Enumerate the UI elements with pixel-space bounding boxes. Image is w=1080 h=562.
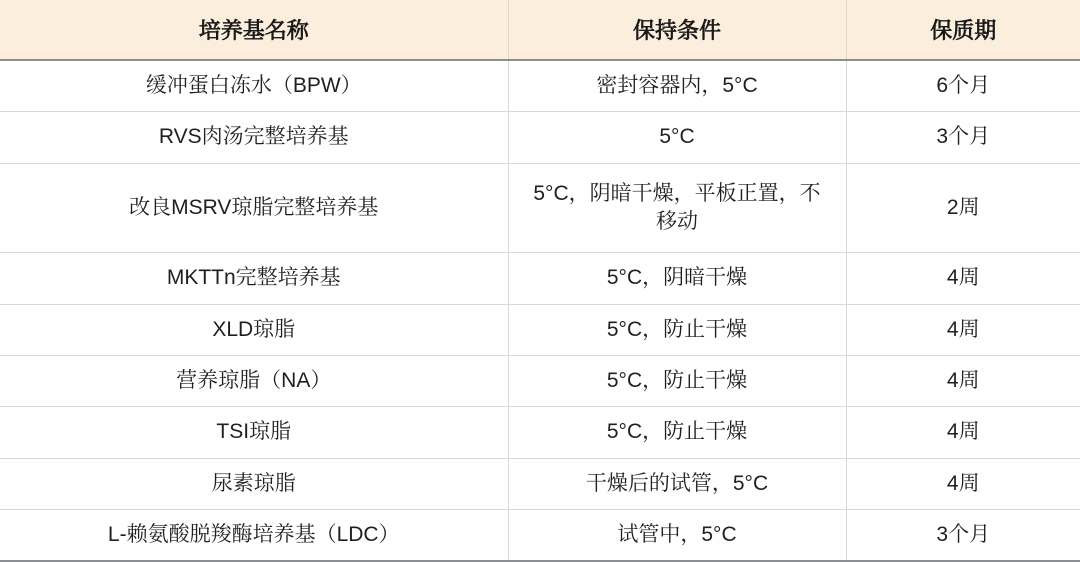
cell-storage-condition: 干燥后的试管，5°C <box>508 458 846 509</box>
table-header <box>0 0 1080 60</box>
cell-shelf-life: 4周 <box>846 458 1080 509</box>
cell-storage-condition: 5°C，阴暗干燥，平板正置，不移动 <box>508 163 846 253</box>
table-row <box>0 163 1080 253</box>
cell-shelf-life: 4周 <box>846 356 1080 407</box>
column-header-storage-condition: 保持条件 <box>508 0 846 60</box>
table-body <box>0 60 1080 561</box>
cell-shelf-life: 3个月 <box>846 112 1080 163</box>
table-row <box>0 304 1080 355</box>
cell-media-name: RVS肉汤完整培养基 <box>0 112 508 163</box>
table-row <box>0 112 1080 163</box>
table-row <box>0 253 1080 304</box>
table-row <box>0 510 1080 562</box>
cell-storage-condition: 5°C，防止干燥 <box>508 407 846 458</box>
column-header-shelf-life: 保质期 <box>846 0 1080 60</box>
table-row <box>0 60 1080 112</box>
cell-storage-condition: 5°C，防止干燥 <box>508 304 846 355</box>
cell-storage-condition: 试管中，5°C <box>508 510 846 562</box>
table-header-row <box>0 0 1080 60</box>
table-row <box>0 356 1080 407</box>
cell-shelf-life: 4周 <box>846 253 1080 304</box>
cell-storage-condition: 5°C，防止干燥 <box>508 356 846 407</box>
cell-shelf-life: 2周 <box>846 163 1080 253</box>
cell-media-name: 营养琼脂（NA） <box>0 356 508 407</box>
cell-storage-condition: 5°C，阴暗干燥 <box>508 253 846 304</box>
cell-media-name: TSI琼脂 <box>0 407 508 458</box>
table-row <box>0 407 1080 458</box>
cell-media-name: MKTTn完整培养基 <box>0 253 508 304</box>
cell-storage-condition: 密封容器内，5°C <box>508 60 846 112</box>
cell-storage-condition: 5°C <box>508 112 846 163</box>
cell-shelf-life: 3个月 <box>846 510 1080 562</box>
cell-media-name: 缓冲蛋白冻水（BPW） <box>0 60 508 112</box>
cell-media-name: XLD琼脂 <box>0 304 508 355</box>
cell-shelf-life: 6个月 <box>846 60 1080 112</box>
cell-media-name: 尿素琼脂 <box>0 458 508 509</box>
table-row <box>0 458 1080 509</box>
cell-shelf-life: 4周 <box>846 304 1080 355</box>
column-header-media-name: 培养基名称 <box>0 0 508 60</box>
cell-shelf-life: 4周 <box>846 407 1080 458</box>
cell-media-name: 改良MSRV琼脂完整培养基 <box>0 163 508 253</box>
cell-media-name: L-赖氨酸脱羧酶培养基（LDC） <box>0 510 508 562</box>
